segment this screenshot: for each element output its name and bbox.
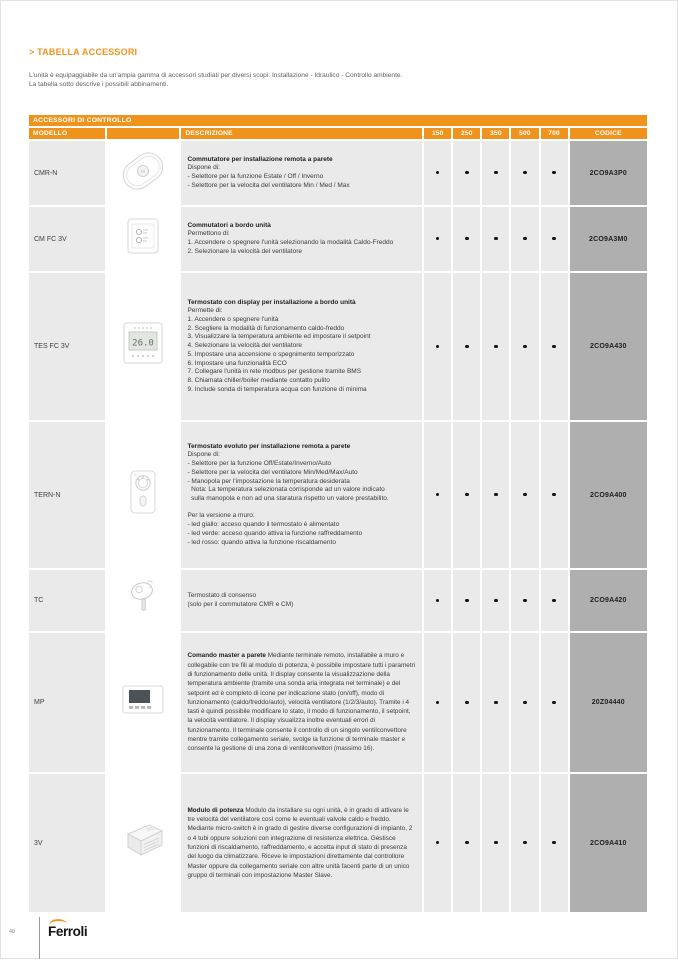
size-dot-cell [482, 207, 509, 271]
code-cell: 2CO9A3P0 [570, 141, 647, 205]
model-cell: TC [29, 570, 105, 631]
brand-name: Ferroli [48, 924, 88, 939]
size-dot-cell [482, 422, 509, 568]
description-cell [181, 570, 422, 631]
description-cell [181, 633, 422, 772]
description-cell [181, 273, 422, 420]
size-dot-cell [482, 570, 509, 631]
accessories-table [27, 113, 649, 914]
compatibility-dot [552, 237, 555, 240]
description-cell [181, 422, 422, 568]
page-title: > TABELLA ACCESSORI [29, 47, 138, 57]
ferroli-logo [48, 923, 87, 941]
compatibility-dot [523, 493, 526, 496]
table-row [29, 273, 647, 420]
compatibility-dot [494, 171, 497, 174]
compatibility-dot [494, 493, 497, 496]
page-number: 40 [9, 929, 16, 935]
compatibility-dot [465, 599, 468, 602]
description-title: Termostato evoluto per installazione remota a parete [187, 442, 351, 450]
size-dot-cell [541, 633, 568, 772]
compatibility-dot [552, 171, 555, 174]
image-cell [107, 273, 179, 420]
size-dot-cell [424, 273, 451, 420]
column-header-150: 150 [424, 128, 451, 139]
compatibility-dot [465, 493, 468, 496]
description-line: (solo per il commutatore CMR e CM) [187, 600, 294, 608]
code-cell: 2CO9A400 [570, 422, 647, 568]
power-module-image [114, 813, 172, 874]
table-header-row [29, 128, 647, 139]
model-cell: 3V [29, 774, 105, 912]
intro-line-2: La tabella sotto descrive i possibili abbinamenti. [29, 81, 169, 89]
column-header-modello: MODELLO [29, 128, 105, 139]
compatibility-dot [465, 171, 468, 174]
compatibility-dot [494, 701, 497, 704]
intro-text [29, 71, 629, 90]
size-dot-cell [511, 570, 538, 631]
compatibility-dot [523, 171, 526, 174]
size-dot-cell [453, 273, 480, 420]
compatibility-dot [494, 345, 497, 348]
compatibility-dot [523, 841, 526, 844]
compatibility-dot [465, 345, 468, 348]
description-title: Commutatori a bordo unità [187, 221, 271, 229]
size-dot-cell [453, 774, 480, 912]
description-line: 4. Selezionare la velocità del ventilatore [187, 342, 302, 350]
description-line: - led giallo: acceso quando il termostato è alimentato [187, 521, 340, 529]
compatibility-dot [465, 701, 468, 704]
description-line: - led verde: acceso quando attiva la funzione raffreddamento [187, 529, 363, 537]
model-cell: CMR-N [29, 141, 105, 205]
compatibility-dot [552, 599, 555, 602]
image-cell [107, 774, 179, 912]
compatibility-dot [465, 841, 468, 844]
code-cell: 2CO9A420 [570, 570, 647, 631]
size-dot-cell [511, 141, 538, 205]
image-cell [107, 141, 179, 205]
size-dot-cell [453, 207, 480, 271]
compatibility-dot [523, 701, 526, 704]
description-line: 7. Collegare l'unità in rete modbus per gestione tramite BMS [187, 368, 362, 376]
size-dot-cell [541, 422, 568, 568]
description-line: Termostato di consenso [187, 591, 257, 599]
size-dot-cell [511, 207, 538, 271]
size-dot-cell [541, 207, 568, 271]
description-line: Permette di: [187, 307, 223, 315]
size-dot-cell [511, 273, 538, 420]
knob-thermostat-image [114, 465, 172, 526]
description-line: Nota: La temperatura selezionata corrisponde ad un valore indicato [187, 486, 385, 494]
size-dot-cell [541, 141, 568, 205]
model-cell: TERN-N [29, 422, 105, 568]
code-cell: 2CO9A410 [570, 774, 647, 912]
table-row [29, 207, 647, 271]
size-dot-cell [424, 141, 451, 205]
image-cell [107, 422, 179, 568]
column-header-image [107, 128, 179, 139]
size-dot-cell [424, 422, 451, 568]
compatibility-dot [523, 345, 526, 348]
column-header-350: 350 [482, 128, 509, 139]
size-dot-cell [482, 141, 509, 205]
description-cell [181, 774, 422, 912]
model-cell: TES FC 3V [29, 273, 105, 420]
compatibility-dot [523, 237, 526, 240]
onboard-switch-panel-image [114, 209, 172, 270]
svg-text:26.0: 26.0 [132, 338, 155, 349]
description-line: 1. Accendere o spegnere l'unità [187, 316, 279, 324]
compatibility-dot [436, 345, 439, 348]
description-cell [181, 141, 422, 205]
master-wall-control-image [114, 672, 172, 733]
description-line [187, 504, 416, 513]
table-row [29, 422, 647, 568]
display-thermostat-image [114, 316, 172, 377]
size-dot-cell [541, 273, 568, 420]
page-footer [1, 915, 677, 960]
size-dot-cell [424, 774, 451, 912]
code-cell: 2CO9A430 [570, 273, 647, 420]
model-cell: CM FC 3V [29, 207, 105, 271]
description-line: Dispone di: [187, 164, 220, 172]
size-dot-cell [453, 633, 480, 772]
description-title: Modulo di potenza [187, 806, 244, 814]
description-line: 2. Selezionare la velocità del ventilatore [187, 247, 302, 255]
column-header-descrizione: DESCRIZIONE [181, 128, 422, 139]
description-text: Mediante terminale remoto, installabile a muro e collegabile con tre fili al modulo di potenza, è possibile impostare tutti i parametri di funzionamento delle unità. Il display consente la visualizzazione della temperatura ambiente (tramite una sonda aria integrata nel terminale) e del setpoint ed è completo di icone per indicazione stato (on/off), modo di funzionamento (caldo/freddo/auto), velocità ventilatore (1/2/3/auto). Tramite i 4 tasti è quindi possibile modificare lo stato, il modo di funzionamento, il setpoint, la velocità ventilatore. Il display visualizza inoltre eventuali errori di funzionamento. Il terminale consente il controllo di un singolo ventilconvettore mentre tramite collegamento seriale, svolge la funzione di terminale master e consente la gestione di una zona di ventilconvettori (massimo 16). [187, 652, 416, 753]
size-dot-cell [511, 774, 538, 912]
table-row [29, 633, 647, 772]
size-dot-cell [424, 207, 451, 271]
compatibility-dot [436, 841, 439, 844]
accessories-tbody [29, 141, 647, 912]
description-cell [181, 207, 422, 271]
intro-line-1: L'unità è equipaggiabile da un'ampia gamma di accessori studiati per diversi scopi: Installazione - Idraulico - Controllo ambiente. [29, 72, 403, 79]
table-section-title: ACCESSORI DI CONTROLLO [29, 115, 647, 126]
column-header-700: 700 [541, 128, 568, 139]
description-line: 3. Visualizzare la temperatura ambiente ed impostare il setpoint [187, 333, 371, 341]
code-cell: 2CO9A3M0 [570, 207, 647, 271]
compatibility-dot [494, 237, 497, 240]
description-line: sulla manopola e non ad una staratura rispetto un valore prestabilito. [187, 495, 389, 502]
compatibility-dot [552, 701, 555, 704]
size-dot-cell [541, 570, 568, 631]
size-dot-cell [424, 570, 451, 631]
description-line: 2. Scegliere la modalità di funzionamento caldo-freddo [187, 324, 345, 332]
size-dot-cell [453, 570, 480, 631]
size-dot-cell [541, 774, 568, 912]
description-line: - Selettore per la velocita del ventilatore Min/Med/Max/Auto [187, 468, 358, 476]
description-line: - Manopola per l'impostazione la temperatura desiderata [187, 477, 350, 485]
compatibility-dot [436, 701, 439, 704]
description-line: 6. Impostare una funzionalità ECO [187, 359, 287, 367]
size-dot-cell [453, 422, 480, 568]
size-dot-cell [424, 633, 451, 772]
column-header-500: 500 [511, 128, 538, 139]
compatibility-dot [494, 599, 497, 602]
description-line: - Selettore per la funzione Off/Estate/Inverno/Auto [187, 460, 332, 468]
table-row [29, 774, 647, 912]
description-line: - Selettore per la funzione Estate / Off / Inverno [187, 173, 324, 180]
description-line: Per la versione a muro: [187, 512, 255, 520]
table-row [29, 141, 647, 205]
compatibility-dot [436, 493, 439, 496]
column-header-codice: CODICE [570, 128, 647, 139]
description-line: 5. Impostare una accensione o spegnimento temporizzato [187, 350, 355, 358]
table-row [29, 570, 647, 631]
compatibility-dot [552, 345, 555, 348]
compatibility-dot [552, 841, 555, 844]
description-line: - led rosso: quando attiva la funzione riscaldamento [187, 538, 336, 546]
description-line: 1. Accendere o spegnere l'unità selezionando la modalità Caldo-Freddo [187, 239, 394, 246]
description-title: Termostato con display per installazione a bordo unità [187, 298, 356, 306]
description-line: - Selettore per la velocita del ventilatore Min / Med / Max [187, 181, 350, 189]
compatibility-dot [552, 493, 555, 496]
size-dot-cell [482, 633, 509, 772]
compatibility-dot [494, 841, 497, 844]
compatibility-dot [465, 237, 468, 240]
description-line: Dispone di: [187, 451, 220, 459]
compatibility-dot [436, 599, 439, 602]
image-cell [107, 207, 179, 271]
footer-divider [39, 917, 40, 959]
compatibility-dot [436, 237, 439, 240]
image-cell [107, 570, 179, 631]
description-title: Commutatore per installazione remota a parete [187, 155, 333, 163]
size-dot-cell [453, 141, 480, 205]
image-cell [107, 633, 179, 772]
size-dot-cell [482, 273, 509, 420]
column-header-250: 250 [453, 128, 480, 139]
consent-thermostat-image [114, 570, 172, 631]
compatibility-dot [523, 599, 526, 602]
description-line: 9. Include sonda di temperatura acqua con funzione di minima [187, 385, 367, 393]
svg-text:M: M [141, 168, 146, 174]
description-title: Comando master a parete [187, 652, 266, 660]
code-cell: 20Z04440 [570, 633, 647, 772]
remote-oval-switch-image [114, 143, 172, 204]
description-text: Modulo da installare su ogni unità, è in grado di attivare le tre velocità del ventilatore così come le eventuali valvole caldo e freddo. Mediante micro-switch è in grado di gestire diverse configurazioni di impianto, 2 o 4 tubi oppure soluzioni con integrazione di resistenza elettrica. Gestisce funzioni di riscaldamento, raffreddamento, e accetta input di stato di presenza del luogo da climatizzare. Riceve le impostazioni direttamente dal controllore Master oppure da collegamento seriale con altre unità facenti parte di un unico gruppo di terminali con impostazione Master Slave. [187, 806, 413, 879]
svg-text:C: C [134, 472, 138, 477]
description-line: 8. Chiamata chiller/boiler mediante contatto pulito [187, 376, 330, 384]
compatibility-dot [436, 171, 439, 174]
description-line: Permettono di: [187, 230, 230, 238]
size-dot-cell [511, 422, 538, 568]
size-dot-cell [511, 633, 538, 772]
model-cell: MP [29, 633, 105, 772]
size-dot-cell [482, 774, 509, 912]
